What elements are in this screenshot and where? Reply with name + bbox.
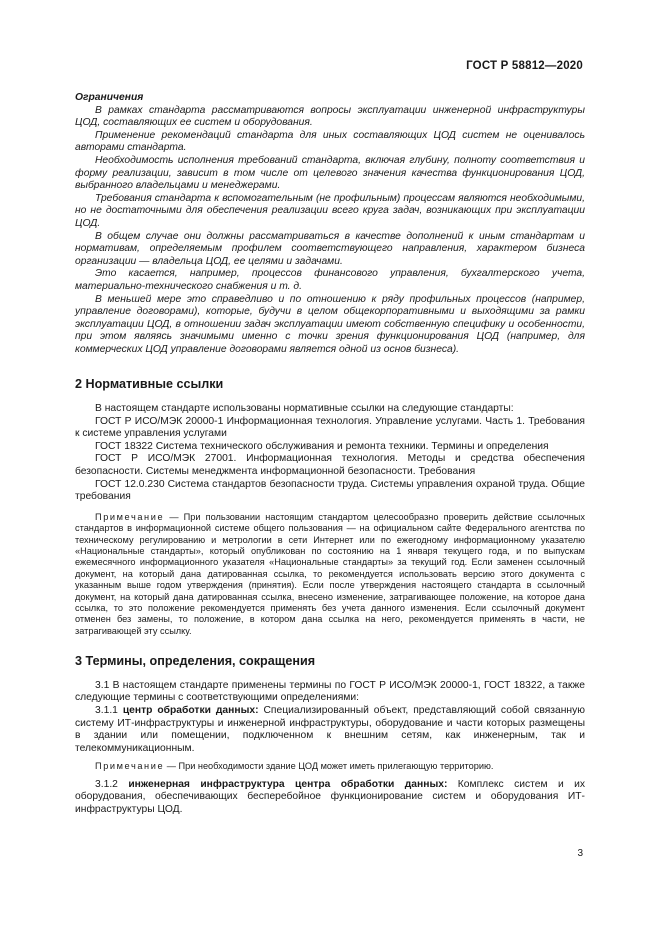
section-2-title: 2 Нормативные ссылки bbox=[75, 377, 224, 392]
note-text: — При пользовании настоящим стандартом целесообразно проверить действие ссылочных стандартов в информационной системе общего пользования — на официальном сайте Федерального агентства по техническому регулированию и метрологии в сети Интернет или по ежегодному информационному указателю «Национальные стандарты», который опубликован по состоянию на 1 января текущего года, и по выпускам ежемесячного информационного указателя «Национальные стандарты» за текущий год. Если заменен ссылочный документ, на который дана датированная ссылка, то рекомендуется использовать версию этого документа с указанным выше годом утверждения (принятия). Если после утверждения настоящего стандарта в ссылочный документ, на который дана датированная ссылка, внесено изменение, затрагивающее положение, на которое дана ссылка, то это положение рекомендуется применять без учета данного изменения. Если ссылочный документ отменен без замены, то положение, в котором дана ссылка на него, рекомендуется применять в части, не затрагивающей эту ссылку. bbox=[75, 511, 585, 636]
limits-paragraph-3: Необходимость исполнения требований стандарта, включая глубину, полноту соответствия и форму реализации, зависит в том числе от целевого значения качества функционирования ЦОД, выбранного владельцами и менеджерами. bbox=[75, 154, 585, 192]
clause-3-1: 3.1 В настоящем стандарте применены термины по ГОСТ Р ИСО/МЭК 20000-1, ГОСТ 18322, а также следующие термины с соответствующими определениями: bbox=[75, 679, 585, 704]
clause-3-1-2: 3.1.2 инженерная инфраструктура центра обработки данных: Комплекс систем и их оборудования, обеспечивающих бесперебойное функционирование систем и оборудования ИТ-инфраструктуры ЦОД. bbox=[75, 778, 585, 816]
section-3-title: 3 Термины, определения, сокращения bbox=[75, 654, 316, 669]
limits-paragraph-2: Применение рекомендаций стандарта для иных составляющих ЦОД систем не оценивалось авторами стандарта. bbox=[75, 129, 585, 154]
limits-paragraph-6: Это касается, например, процессов финансового управления, бухгалтерского учета, материально-технического снабжения и т. д. bbox=[75, 268, 585, 292]
limits-paragraph-5: В общем случае они должны рассматриваться в качестве дополнений к иным стандартам и нормативам, определяемым профилем соответствующего направления, характером бизнеса организации — владельца ЦОД, ее целями и задачами. bbox=[75, 230, 585, 267]
note-label: Примечание bbox=[95, 511, 165, 522]
limits-paragraph-4: Требования стандарта к вспомогательным (не профильным) процессам являются необходимыми, но не достаточными для обеспечения реализации всего круга задач, возникающих при эксплуатации ЦОД. bbox=[75, 192, 585, 229]
ref-gost-12-0-230: ГОСТ 12.0.230 Система стандартов безопасности труда. Системы управления охраной труда. Общие требования bbox=[75, 478, 585, 503]
references-note bbox=[75, 512, 585, 637]
clause-3-1-1: 3.1.1 центр обработки данных: Специализированный объект, представляющий собой связанную систему ИТ-инфраструктуры и инженерной инфраструктуры, оборудование и части которых размещены в здании или помещении, подключенном к внешним сетям, как инженерным, так и телекоммуникационным. bbox=[75, 705, 585, 754]
ref-gost-27001: ГОСТ Р ИСО/МЭК 27001. Информационная технология. Методы и средства обеспечения безопасности. Системы менеджмента информационной безопасности. Требования bbox=[75, 453, 585, 478]
page-content bbox=[75, 92, 585, 817]
limits-title: Ограничения bbox=[75, 92, 144, 103]
term-data-center: центр обработки данных: bbox=[122, 705, 259, 717]
note-2-text: — При необходимости здание ЦОД может иметь прилегающую территорию. bbox=[164, 761, 494, 772]
page-number: 3 bbox=[577, 848, 583, 859]
standard-header: ГОСТ Р 58812—2020 bbox=[466, 60, 583, 72]
note-2-label: Примечание bbox=[95, 761, 165, 772]
limits-paragraph-1: В рамках стандарта рассматриваются вопросы эксплуатации инженерной инфраструктуры ЦОД, составляющих ее систем и оборудования. bbox=[75, 104, 585, 129]
term-engineering-infrastructure: инженерная инфраструктура центра обработки данных: bbox=[128, 778, 448, 790]
section-2-intro: В настоящем стандарте использованы нормативные ссылки на следующие стандарты: bbox=[95, 403, 514, 415]
ref-gost-18322: ГОСТ 18322 Система технического обслуживания и ремонта техники. Термины и определения bbox=[95, 440, 549, 452]
ref-gost-20000: ГОСТ Р ИСО/МЭК 20000-1 Информационная технология. Управление услугами. Часть 1. Требования к системе управления услугами bbox=[75, 415, 585, 440]
term-note bbox=[75, 761, 585, 772]
limits-paragraph-7: В меньшей мере это справедливо и по отношению к ряду профильных процессов (например, управление договорами), которые, будучи в целом общекорпоративными и выходящими за рамки эксплуатации ЦОД, в отношении задач эксплуатации имеют собственную специфику и особенности, при этом являясь значимыми именно с точки зрения функционирования ЦОД (например, для коммерческих ЦОД управление договорами является одной из основ бизнеса). bbox=[75, 293, 585, 355]
